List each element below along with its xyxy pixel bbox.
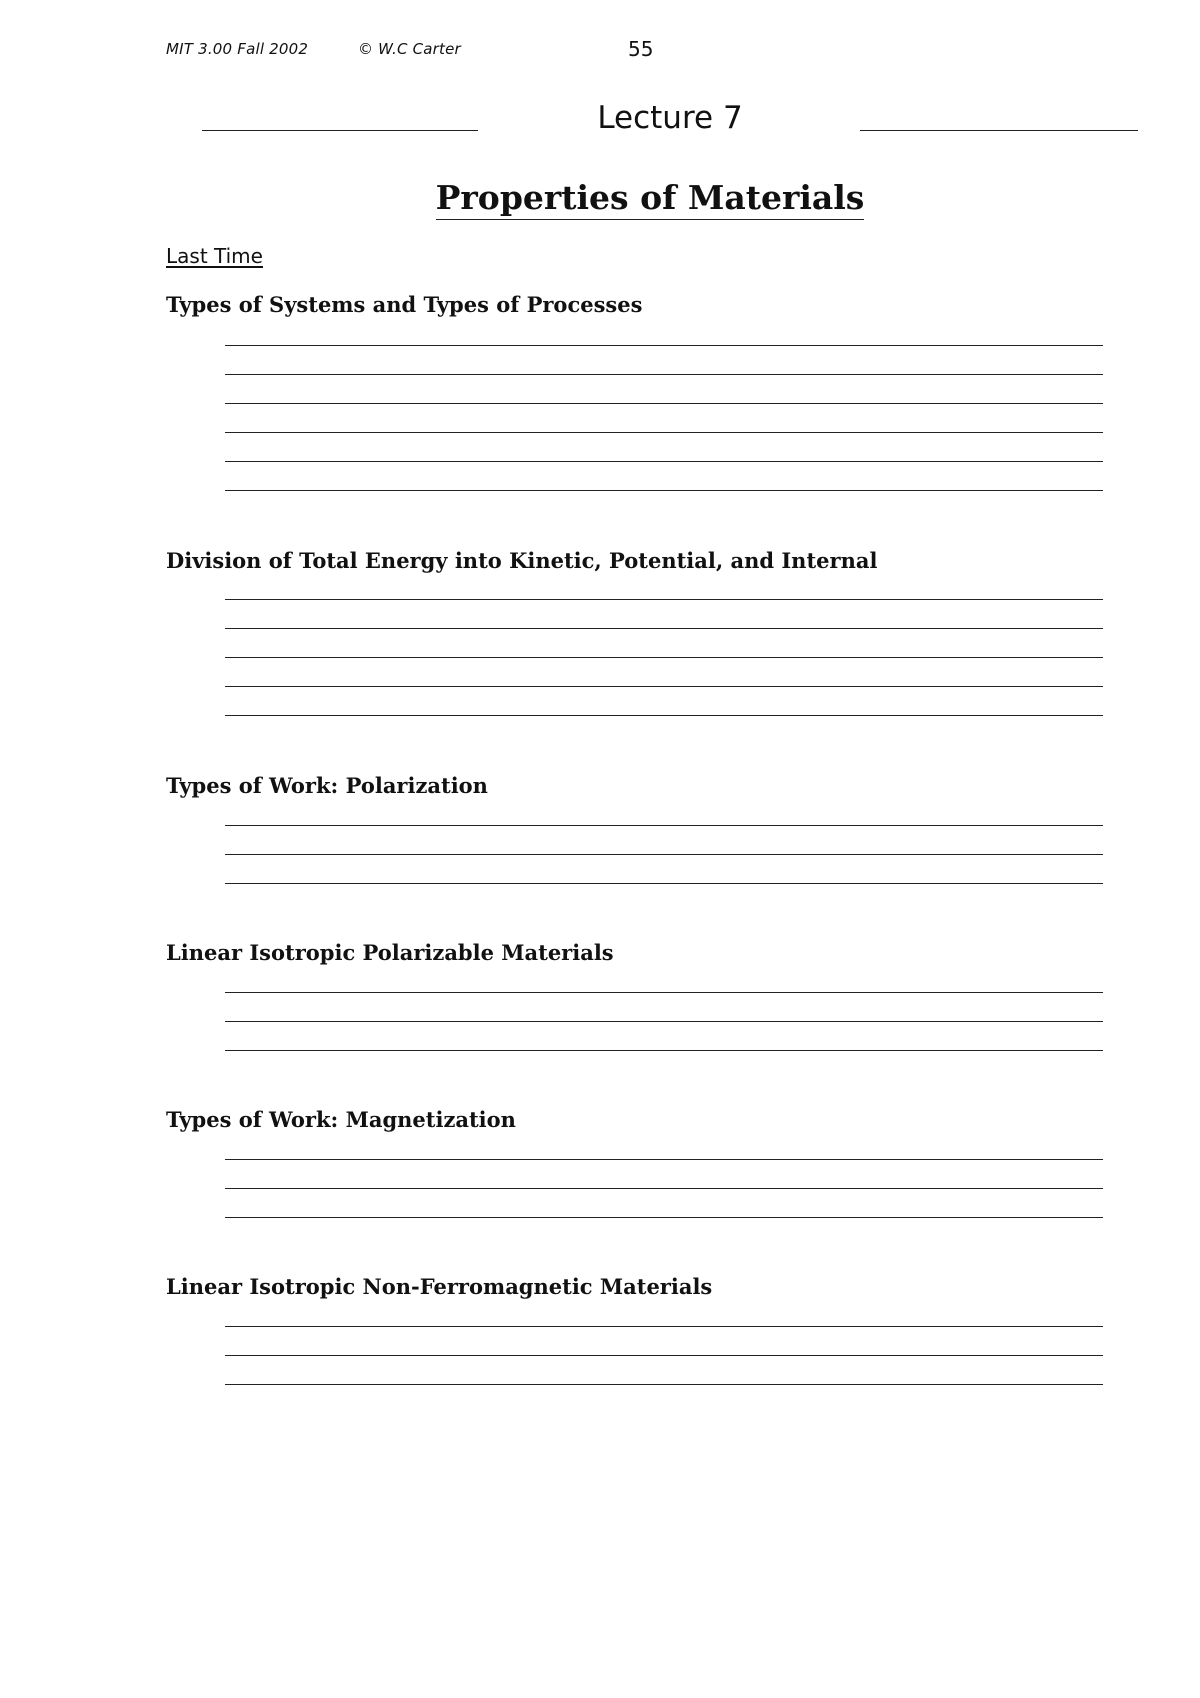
- answer-line: [225, 657, 1103, 658]
- course-label: MIT 3.00 Fall 2002: [166, 40, 309, 58]
- answer-line: [225, 490, 1103, 491]
- section-heading: Division of Total Energy into Kinetic, Potential, and Internal: [166, 548, 878, 573]
- answer-line: [225, 374, 1103, 375]
- answer-line: [225, 432, 1103, 433]
- answer-line: [225, 854, 1103, 855]
- answer-line: [225, 1050, 1103, 1051]
- answer-line: [225, 461, 1103, 462]
- page-number: 55: [628, 37, 654, 61]
- answer-line: [225, 1326, 1103, 1327]
- section-heading: Types of Work: Magnetization: [166, 1107, 516, 1132]
- answer-line: [225, 403, 1103, 404]
- answer-line: [225, 686, 1103, 687]
- section-heading: Types of Systems and Types of Processes: [166, 292, 643, 317]
- answer-line: [225, 1021, 1103, 1022]
- copyright-label: © W.C Carter: [358, 40, 461, 58]
- answer-line: [225, 1384, 1103, 1385]
- last-time-label: Last Time: [166, 244, 263, 268]
- answer-line: [225, 599, 1103, 600]
- answer-line: [225, 1355, 1103, 1356]
- answer-line: [225, 883, 1103, 884]
- answer-line: [225, 1217, 1103, 1218]
- lecture-label: Lecture 7: [597, 100, 743, 136]
- answer-line: [225, 1159, 1103, 1160]
- answer-line: [225, 628, 1103, 629]
- answer-line: [225, 345, 1103, 346]
- section-heading: Linear Isotropic Polarizable Materials: [166, 940, 614, 965]
- answer-line: [225, 715, 1103, 716]
- section-heading: Linear Isotropic Non-Ferromagnetic Materials: [166, 1274, 713, 1299]
- lecture-rule-right: [860, 130, 1138, 131]
- answer-line: [225, 992, 1103, 993]
- section-heading: Types of Work: Polarization: [166, 773, 488, 798]
- page-title: [0, 178, 1200, 217]
- page-title-text: Properties of Materials: [436, 178, 865, 220]
- lecture-rule-left: [202, 130, 478, 131]
- answer-line: [225, 825, 1103, 826]
- answer-line: [225, 1188, 1103, 1189]
